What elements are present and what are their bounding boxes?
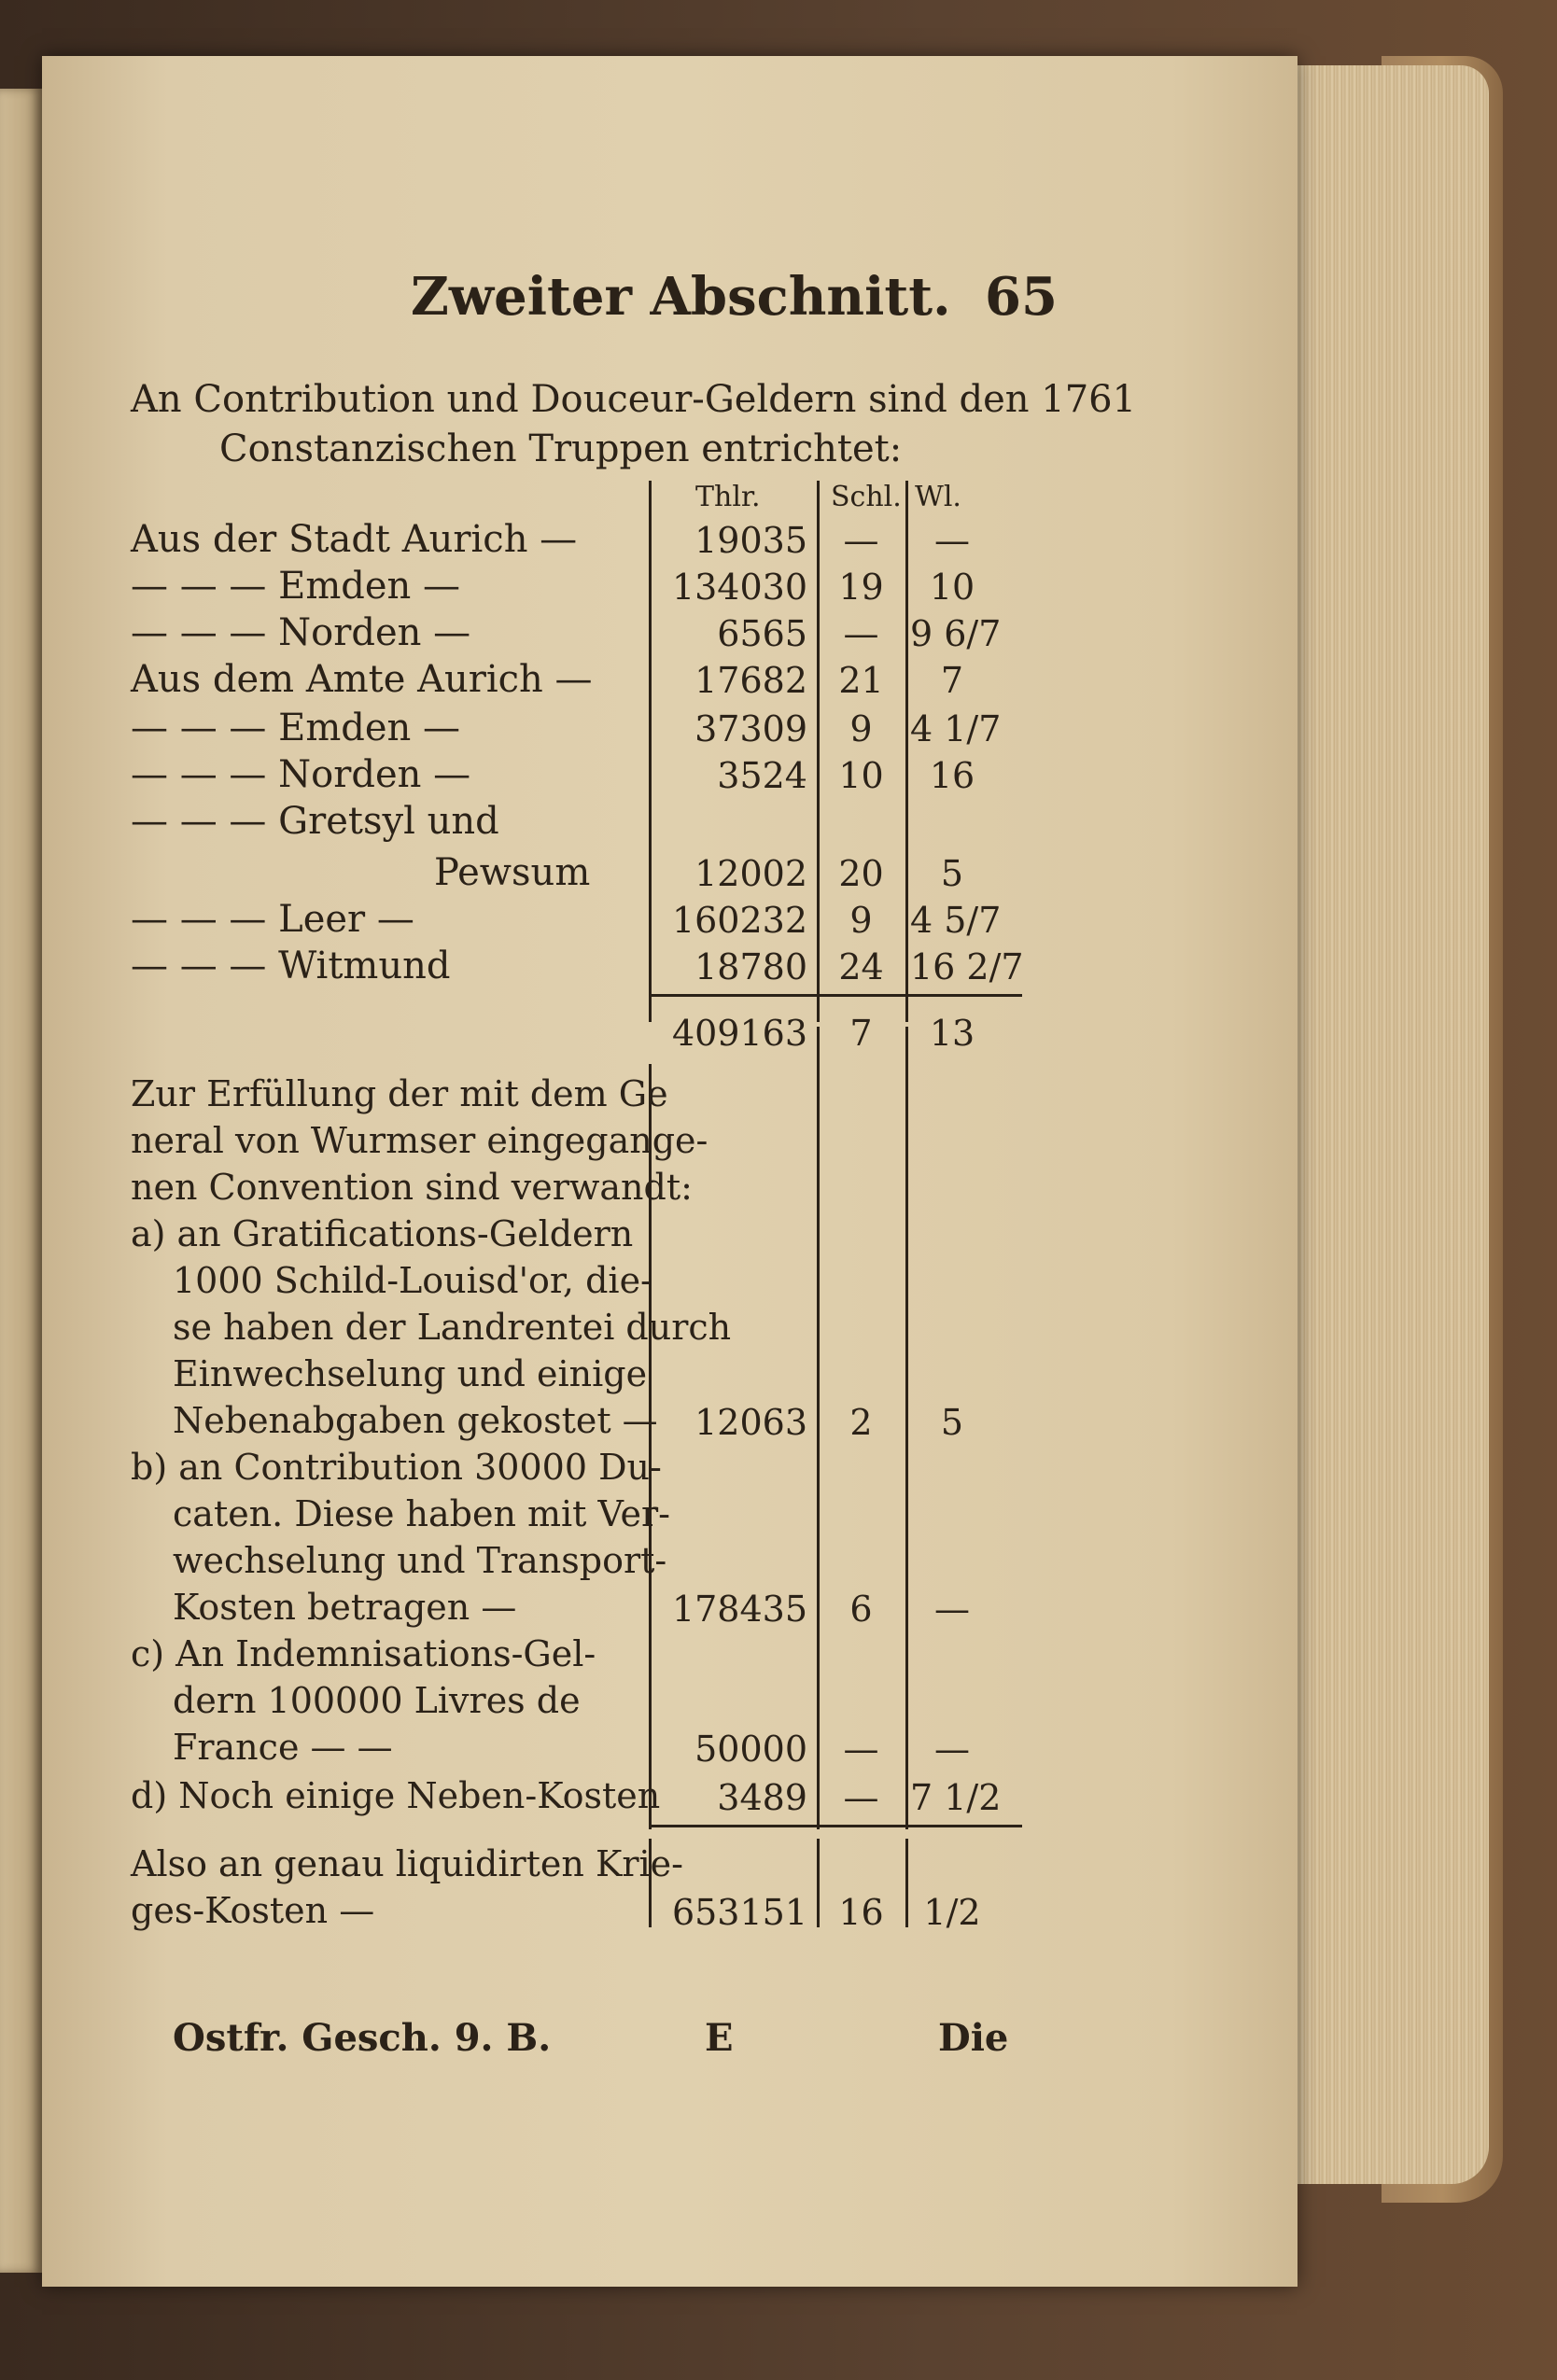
column-header-wl: Wl.: [915, 481, 961, 513]
intro-line-1: An Contribution und Douceur-Geldern sind den 1761: [131, 378, 1137, 421]
convention-line: nen Convention sind verwandt:: [131, 1167, 693, 1208]
book-page: [42, 56, 1298, 2287]
total-rule: [649, 1825, 1022, 1827]
item-c-line: France — —: [173, 1727, 393, 1768]
row-schl: 10: [838, 755, 884, 796]
subtotal-rule: [649, 994, 1022, 997]
row-wl: 16: [929, 755, 975, 796]
row-schl: —: [843, 520, 879, 561]
row-thlr: 3524: [717, 755, 807, 796]
row-schl: 19: [838, 567, 884, 608]
item-b-line: Kosten betragen —: [173, 1587, 517, 1628]
item-a-line: Einwechselung und einige: [173, 1353, 648, 1394]
row-thlr: 19035: [694, 520, 807, 561]
row-thlr: 160232: [671, 900, 807, 941]
row-wl: 4 1/7: [910, 708, 1002, 749]
table-rule-right: [905, 1027, 908, 1829]
item-c-line: dern 100000 Livres de: [173, 1680, 581, 1721]
row-schl: 20: [838, 853, 884, 894]
row-wl: —: [934, 520, 970, 561]
convention-line: neral von Wurmser eingegange-: [131, 1120, 708, 1161]
item-c-thlr: 50000: [694, 1729, 807, 1770]
row-schl: 21: [838, 660, 884, 701]
page-edges: [1298, 65, 1489, 2184]
catchword: Die: [938, 2016, 1009, 2060]
convention-line: Zur Erfüllung der mit dem Ge: [131, 1073, 668, 1114]
item-b-line: wechselung und Transport-: [173, 1540, 667, 1581]
item-a-line: se haben der Landrentei durch: [173, 1307, 732, 1348]
total-rule-middle: [817, 1839, 820, 1927]
total-wl: 1/2: [923, 1892, 981, 1933]
item-c-schl: —: [843, 1729, 879, 1770]
total-schl: 16: [838, 1892, 884, 1933]
footer-left: Ostfr. Gesch. 9. B.: [173, 2016, 552, 2060]
item-c-wl: —: [934, 1729, 970, 1770]
signature-mark: E: [705, 2016, 734, 2060]
row-label: — — — Norden —: [131, 753, 471, 796]
item-a-line: Nebenabgaben gekostet —: [173, 1400, 658, 1441]
item-d-line: d) Noch einige Neben-Kosten: [131, 1775, 661, 1816]
item-a-wl: 5: [940, 1402, 964, 1443]
item-a-schl: 2: [849, 1402, 873, 1443]
table-rule-right: [905, 481, 908, 1022]
item-d-schl: —: [843, 1777, 879, 1818]
row-schl: 24: [838, 946, 884, 987]
item-b-line: caten. Diese haben mit Ver-: [173, 1493, 670, 1534]
row-wl: 16 2/7: [910, 946, 1024, 987]
row-label: — — — Emden —: [131, 565, 461, 608]
column-header-schl: Schl.: [831, 481, 902, 513]
subtotal-thlr: 409163: [671, 1013, 807, 1054]
item-d-thlr: 3489: [717, 1777, 807, 1818]
row-wl: 10: [929, 567, 975, 608]
item-a-thlr: 12063: [694, 1402, 807, 1443]
row-label: — — — Emden —: [131, 707, 461, 749]
total-line: ges-Kosten —: [131, 1890, 375, 1931]
item-a-line: a) an Gratifications-Geldern: [131, 1213, 634, 1254]
row-label: — — — Witmund: [131, 945, 451, 987]
subtotal-schl: 7: [849, 1013, 873, 1054]
total-thlr: 653151: [671, 1892, 807, 1933]
item-a-line: 1000 Schild-Louisd'or, die-: [173, 1260, 652, 1301]
row-thlr: 17682: [694, 660, 807, 701]
table-rule-left: [649, 481, 652, 1022]
page-header-title: Zweiter Abschnitt.: [411, 266, 951, 328]
subtotal-wl: 13: [929, 1013, 975, 1054]
row-schl: —: [843, 613, 879, 654]
total-line: Also an genau liquidirten Krie-: [131, 1843, 684, 1884]
item-b-line: b) an Contribution 30000 Du-: [131, 1447, 662, 1488]
row-wl: 4 5/7: [910, 900, 1002, 941]
row-schl: 9: [849, 708, 873, 749]
row-thlr: 18780: [694, 946, 807, 987]
column-header-thlr: Thlr.: [695, 481, 761, 513]
item-b-wl: —: [934, 1589, 970, 1630]
row-schl: 9: [849, 900, 873, 941]
row-wl: 5: [940, 853, 964, 894]
left-page-edge: [0, 89, 42, 2273]
table-rule-middle: [817, 481, 820, 1022]
item-d-wl: 7 1/2: [910, 1777, 1002, 1818]
row-thlr: 12002: [694, 853, 807, 894]
row-label: Aus dem Amte Aurich —: [131, 658, 593, 701]
row-label: — — — Gretsyl und: [131, 800, 499, 843]
row-label: Pewsum: [434, 851, 591, 894]
intro-line-2: Constanzischen Truppen entrichtet:: [219, 427, 903, 470]
row-thlr: 37309: [694, 708, 807, 749]
row-label: — — — Norden —: [131, 611, 471, 654]
row-thlr: 134030: [671, 567, 807, 608]
total-rule-right: [905, 1839, 908, 1927]
table-rule-middle: [817, 1027, 820, 1829]
row-thlr: 6565: [717, 613, 807, 654]
item-b-thlr: 178435: [671, 1589, 807, 1630]
item-c-line: c) An Indemnisations-Gel-: [131, 1633, 596, 1674]
item-b-schl: 6: [849, 1589, 873, 1630]
row-label: — — — Leer —: [131, 898, 414, 941]
row-label: Aus der Stadt Aurich —: [131, 518, 578, 561]
row-wl: 7: [940, 660, 964, 701]
row-wl: 9 6/7: [910, 613, 1002, 654]
page-number: 65: [985, 266, 1058, 328]
